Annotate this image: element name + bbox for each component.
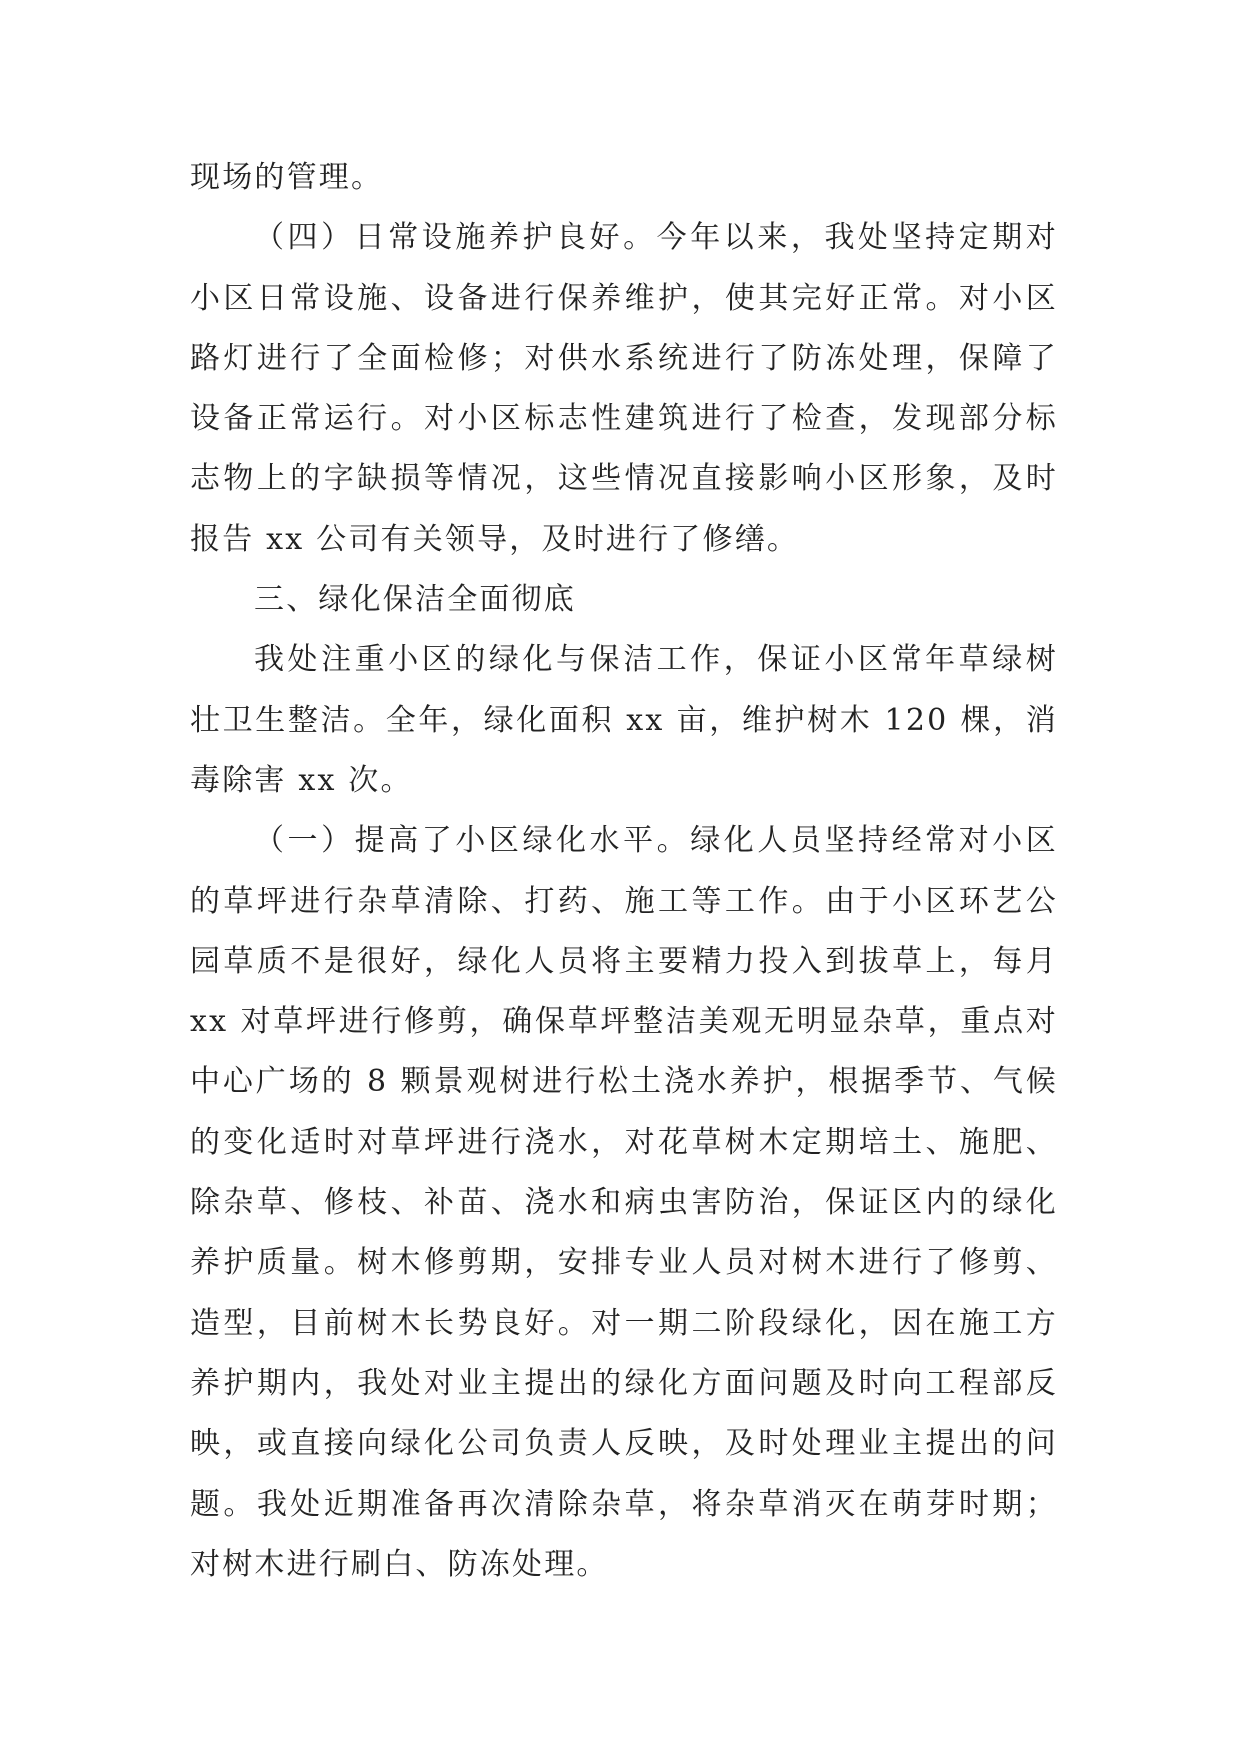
paragraph-continuation: 现场的管理。 [190, 160, 384, 195]
paragraph-greening-summary: 我处注重小区的绿化与保洁工作，保证小区常年草绿树壮卫生整洁。全年，绿化面积 xx 亩，维护树木 120 棵，消毒除害 xx 次。 [190, 642, 1058, 798]
paragraph-facility-maintenance: （四）日常设施养护良好。今年以来，我处坚持定期对小区日常设施、设备进行保养维护，使其完好正常。对小区路灯进行了全面检修；对供水系统进行了防冻处理，保障了设备正常运行。对小区标志性建筑进行了检查，发现部分标志物上的字缺损等情况，这些情况直接影响小区形象，及时报告 xx 公司有关领导，及时进行了修缮。 [190, 220, 1058, 557]
section-heading-greening: 三、绿化保洁全面彻底 [254, 582, 576, 618]
document-body [190, 148, 1058, 1595]
paragraph-greening-level: （一）提高了小区绿化水平。绿化人员坚持经常对小区的草坪进行杂草清除、打药、施工等工作。由于小区环艺公园草质不是很好，绿化人员将主要精力投入到拔草上，每月 xx 对草坪进行修剪，确保草坪整洁美观无明显杂草，重点对中心广场的 8 颗景观树进行松土浇水养护，根据季节、气候的变化适时对草坪进行浇水，对花草树木定期培土、施肥、除杂草、修枝、补苗、浇水和病虫害防治，保证区内的绿化养护质量。树木修剪期，安排专业人员对树木进行了修剪、造型，目前树木长势良好。对一期二阶段绿化，因在施工方养护期内，我处对业主提出的绿化方面问题及时向工程部反映，或直接向绿化公司负责人反映，及时处理业主提出的问题。我处近期准备再次清除杂草，将杂草消灭在萌芽时期；对树木进行刷白、防冻处理。 [190, 823, 1058, 1582]
